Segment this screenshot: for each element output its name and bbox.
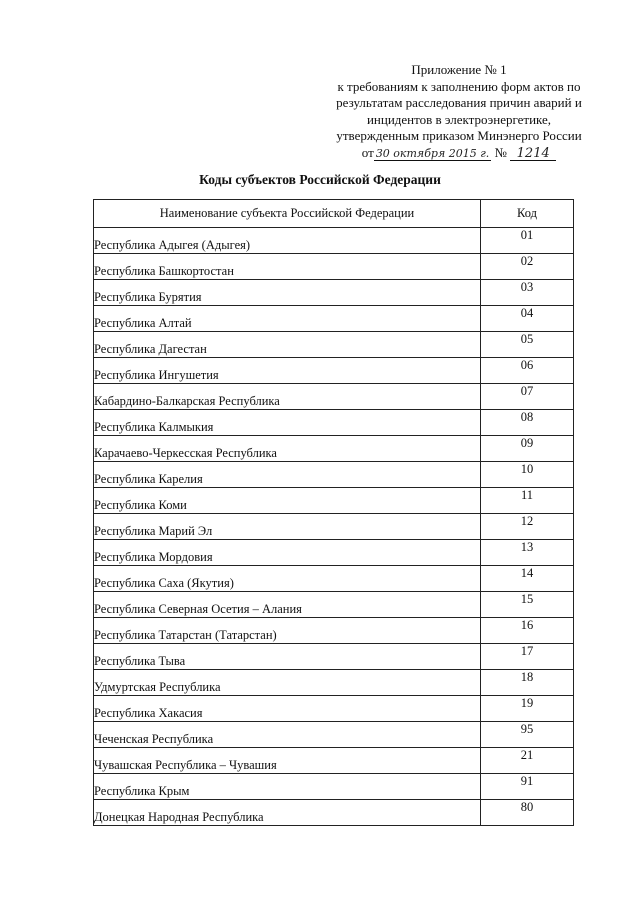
table-row: [94, 514, 574, 540]
region-code-cell: 03: [481, 280, 574, 306]
region-name-cell: Республика Марий Эл: [94, 514, 481, 540]
region-code-cell: 91: [481, 774, 574, 800]
appendix-line: утвержденным приказом Минэнерго России: [336, 128, 582, 143]
table-row: [94, 306, 574, 332]
region-code-cell: 16: [481, 618, 574, 644]
region-name-cell: Республика Северная Осетия – Алания: [94, 592, 481, 618]
region-code-cell: 14: [481, 566, 574, 592]
region-name-cell: Республика Мордовия: [94, 540, 481, 566]
order-number-handwritten: 1214: [510, 147, 556, 161]
region-code-cell: 10: [481, 462, 574, 488]
region-code-cell: 13: [481, 540, 574, 566]
order-number-prefix: №: [494, 144, 507, 160]
table-row: [94, 488, 574, 514]
region-name-cell: Донецкая Народная Республика: [94, 800, 481, 826]
table-row: [94, 592, 574, 618]
region-name-cell: Республика Карелия: [94, 462, 481, 488]
table-row: [94, 358, 574, 384]
table-body: [94, 228, 574, 826]
appendix-line: инцидентов в электроэнергетике,: [366, 111, 552, 127]
region-code-cell: 18: [481, 670, 574, 696]
region-code-cell: 05: [481, 332, 574, 358]
appendix-header: [300, 62, 618, 161]
appendix-line: к требованиям к заполнению форм актов по: [337, 78, 581, 94]
table-row: [94, 462, 574, 488]
table-row: [94, 332, 574, 358]
region-code-cell: 08: [481, 410, 574, 436]
region-name-cell: Республика Адыгея (Адыгея): [94, 228, 481, 254]
table-header-row: [94, 200, 574, 228]
table-row: [94, 618, 574, 644]
region-name-cell: Республика Дагестан: [94, 332, 481, 358]
region-code-cell: 01: [481, 228, 574, 254]
table-row: [94, 774, 574, 800]
table-row: [94, 228, 574, 254]
region-code-cell: 06: [481, 358, 574, 384]
region-name-cell: Кабардино-Балкарская Республика: [94, 384, 481, 410]
table-row: [94, 540, 574, 566]
region-name-cell: Республика Саха (Якутия): [94, 566, 481, 592]
region-name-cell: Чувашская Республика – Чувашия: [94, 748, 481, 774]
table-row: [94, 280, 574, 306]
region-name-cell: Карачаево-Черкесская Республика: [94, 436, 481, 462]
region-name-cell: Республика Алтай: [94, 306, 481, 332]
region-code-cell: 04: [481, 306, 574, 332]
region-code-cell: 95: [481, 722, 574, 748]
region-codes-table: [93, 199, 574, 826]
region-code-cell: 02: [481, 254, 574, 280]
region-code-cell: 12: [481, 514, 574, 540]
region-code-cell: 21: [481, 748, 574, 774]
region-name-cell: Республика Тыва: [94, 644, 481, 670]
table-row: [94, 644, 574, 670]
region-name-cell: Республика Татарстан (Татарстан): [94, 618, 481, 644]
document-title: Коды субъектов Российской Федерации: [199, 172, 441, 187]
region-name-cell: Республика Крым: [94, 774, 481, 800]
region-code-cell: 19: [481, 696, 574, 722]
table-row: [94, 436, 574, 462]
region-code-cell: 17: [481, 644, 574, 670]
table-row: [94, 670, 574, 696]
table-row: [94, 748, 574, 774]
table-row: [94, 722, 574, 748]
region-name-cell: Республика Коми: [94, 488, 481, 514]
order-prefix: от: [361, 144, 374, 160]
order-date-handwritten: 30 октября 2015 г.: [375, 146, 490, 160]
region-name-cell: Республика Башкортостан: [94, 254, 481, 280]
region-code-cell: 15: [481, 592, 574, 618]
table-row: [94, 254, 574, 280]
region-code-cell: 09: [481, 436, 574, 462]
table-row: [94, 410, 574, 436]
table-row: [94, 384, 574, 410]
table-row: [94, 566, 574, 592]
column-header-code: Код: [481, 200, 574, 228]
table-row: [94, 696, 574, 722]
appendix-number: Приложение № 1: [411, 62, 507, 77]
region-code-cell: 11: [481, 488, 574, 514]
region-name-cell: Республика Калмыкия: [94, 410, 481, 436]
order-reference: [300, 145, 618, 162]
region-name-cell: Удмуртская Республика: [94, 670, 481, 696]
region-name-cell: Республика Бурятия: [94, 280, 481, 306]
region-code-cell: 07: [481, 384, 574, 410]
region-name-cell: Республика Хакасия: [94, 696, 481, 722]
region-code-cell: 80: [481, 800, 574, 826]
appendix-line: результатам расследования причин аварий и: [336, 95, 582, 110]
region-name-cell: Республика Ингушетия: [94, 358, 481, 384]
table-row: [94, 800, 574, 826]
column-header-name: Наименование субъекта Российской Федерации: [94, 200, 481, 228]
region-name-cell: Чеченская Республика: [94, 722, 481, 748]
